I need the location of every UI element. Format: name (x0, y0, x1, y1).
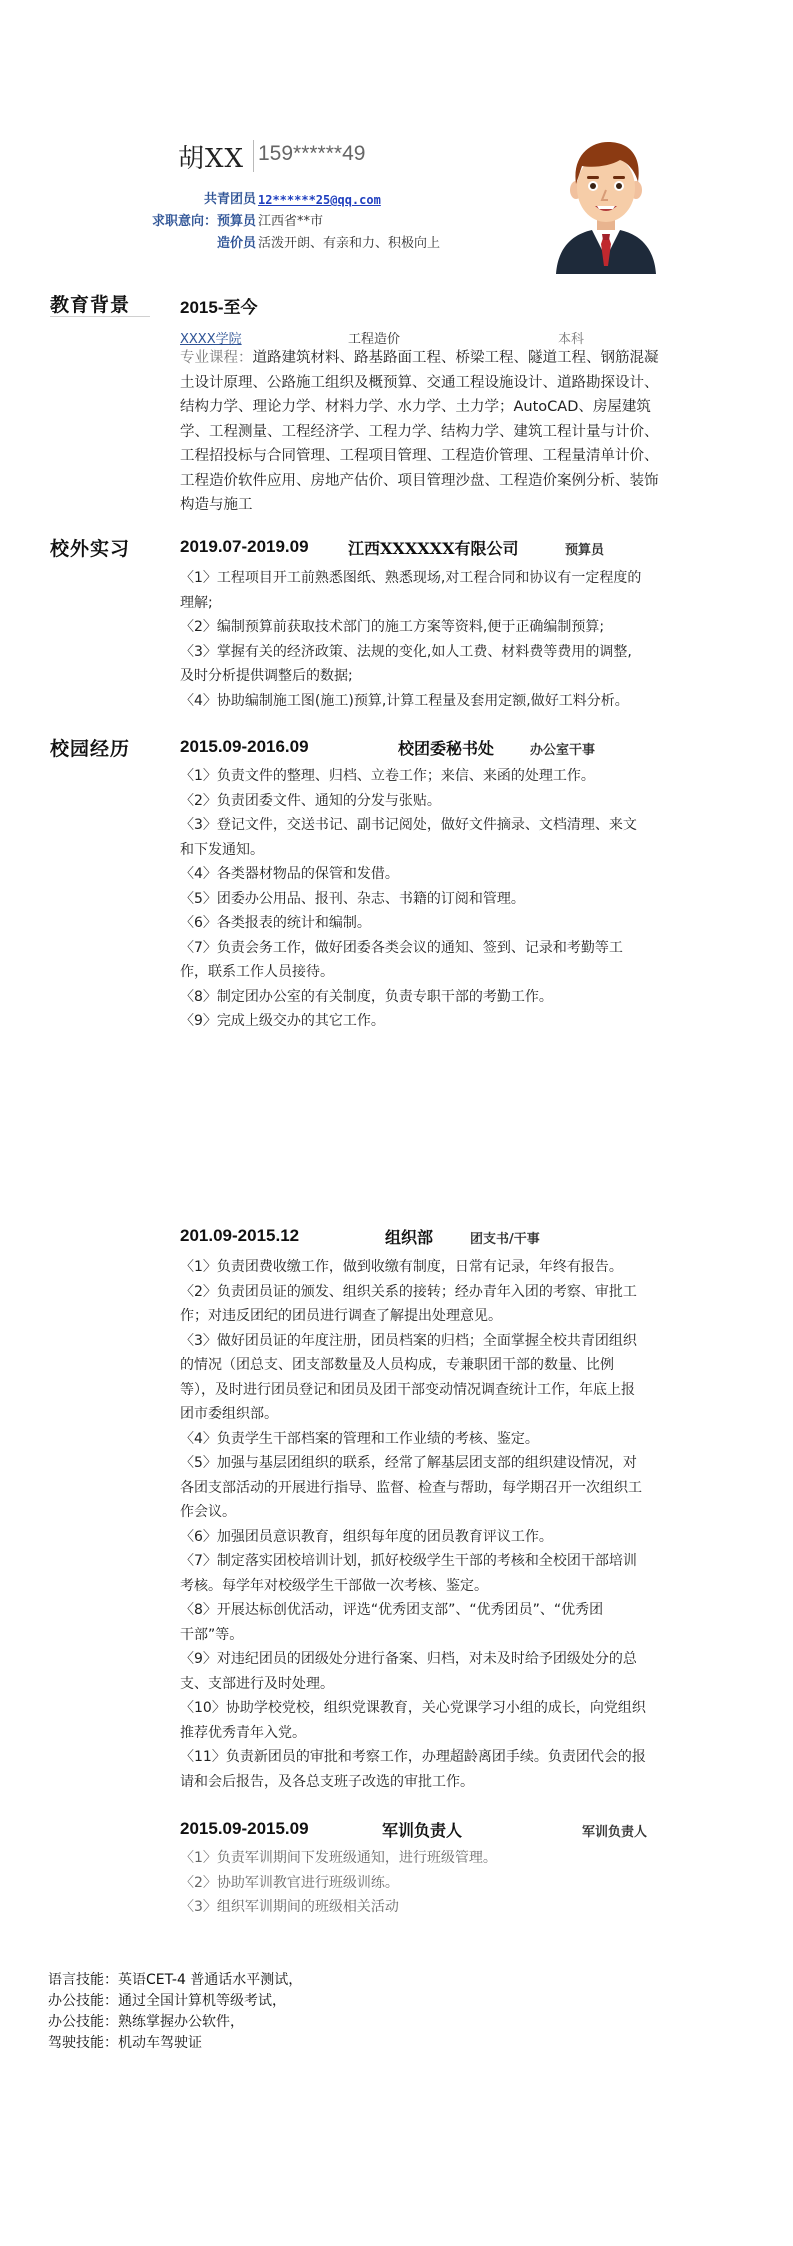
duty-item: 〈1〉负责团费收缴工作，做到收缴有制度，日常有记录，年终有报告。 (180, 1259, 623, 1275)
military-role: 军训负责人 (582, 1825, 648, 1840)
job-intent-label-2: 造价员 (216, 236, 256, 251)
duty-item: 〈5〉加强与基层团组织的联系，经常了解基层团支部的组织建设情况，对 (180, 1455, 637, 1471)
duty-item: 作；对违反团纪的团员进行调查了解提出处理意见。 (180, 1308, 502, 1324)
course-line: 工程招投标与合同管理、工程项目管理、工程造价管理、工程量清单计价、 (180, 448, 659, 464)
degree: 本科 (558, 332, 585, 347)
avatar-illustration (550, 138, 662, 274)
internship-company: 江西XXXXXX有限公司 (348, 539, 519, 558)
major: 工程造价 (348, 332, 401, 347)
duty-item: 〈3〉掌握有关的经济政策、法规的变化,如人工费、材料费等费用的调整, (180, 643, 632, 660)
internship-section-title: 校外实习 (50, 538, 131, 560)
duty-item: 考核。每学年对校级学生干部做一次考核、鉴定。 (180, 1577, 488, 1594)
course-label: 专业课程： (180, 350, 253, 366)
campus-date: 2015.09-2016.09 (180, 737, 309, 756)
course-line: 工程造价软件应用、房地产估价、项目管理沙盘、工程造价案例分析、装饰 (180, 472, 659, 489)
campus2-duties (180, 1255, 725, 1794)
name-divider (253, 140, 254, 172)
duty-item: 〈8〉开展达标创优活动，评选“优秀团支部”、“优秀团员”、“优秀团 (180, 1602, 604, 1618)
duty-item: 理解; (180, 594, 213, 611)
skill-line: 驾驶技能：机动车驾驶证 (48, 2035, 202, 2051)
skills-list (48, 1970, 302, 2054)
duty-item: 〈9〉对违纪团员的团级处分进行备案、归档，对未及时给予团级处分的总 (180, 1651, 637, 1667)
campus-role: 办公室干事 (530, 743, 596, 758)
internship-date: 2019.07-2019.09 (180, 537, 309, 556)
duty-item: 〈1〉负责文件的整理、归档、立卷工作；来信、来函的处理工作。 (180, 768, 595, 784)
duty-item: 支、支部进行及时处理。 (180, 1675, 334, 1692)
education-section-title: 教育背景 (50, 294, 131, 316)
duty-item: 〈8〉制定团办公室的有关制度，负责专职干部的考勤工作。 (180, 988, 553, 1005)
duty-item: 及时分析提供调整后的数据; (180, 668, 353, 684)
course-line: 土设计原理、公路施工组织及概预算、交通工程设施设计、道路勘探设计、 (180, 374, 659, 391)
duty-item: 干部”等。 (180, 1626, 244, 1643)
school-name[interactable]: XXXX学院 (180, 332, 242, 347)
email-link[interactable] (258, 189, 381, 208)
internship-role: 预算员 (565, 543, 605, 558)
course-line: 构造与施工 (180, 497, 253, 513)
military-duties (180, 1846, 725, 1920)
skill-line: 办公技能：熟练掌握办公软件， (48, 2014, 244, 2030)
course-line (180, 346, 720, 371)
military-org: 军训负责人 (382, 1821, 463, 1840)
duty-item: 〈7〉制定落实团校培训计划，抓好校级学生干部的考核和全校团干部培训 (180, 1553, 637, 1569)
duty-item: 作，联系工作人员接待。 (180, 964, 334, 980)
campus2-org: 组织部 (385, 1228, 434, 1247)
duty-item: 的情况（团总支、团支部数量及人员构成，专兼职团干部的数量、比例 (180, 1357, 614, 1373)
education-title-rule (50, 316, 150, 317)
duty-item: 〈2〉编制预算前获取技术部门的施工方案等资料,便于正确编制预算; (180, 619, 605, 635)
duty-item: 〈9〉完成上级交办的其它工作。 (180, 1013, 385, 1029)
phone-number: 159******49 (258, 142, 366, 165)
course-line: 学、工程测量、工程经济学、工程力学、结构力学、建筑工程计量与计价、 (180, 423, 659, 440)
duty-item: 请和会后报告，及各总支班子改选的审批工作。 (180, 1773, 474, 1790)
duty-item: 和下发通知。 (180, 841, 264, 858)
campus-org: 校团委秘书处 (398, 739, 495, 758)
duty-item: 〈3〉登记文件，交送书记、副书记阅处，做好文件摘录、文档清理、来文 (180, 817, 637, 833)
political-status-label: 共青团员 (203, 192, 256, 207)
duty-item: 团市委组织部。 (180, 1406, 278, 1422)
duty-item: 作会议。 (180, 1504, 236, 1520)
duty-item: 〈7〉负责会务工作，做好团委各类会议的通知、签到、记录和考勤等工 (180, 939, 623, 956)
duty-item: 等），及时进行团员登记和团员及团干部变动情况调查统计工作，年底上报 (180, 1381, 635, 1398)
duty-item: 各团支部活动的开展进行指导、监督、检查与帮助，每学期召开一次组织工 (180, 1479, 642, 1496)
job-intent-label: 求职意向：预算员 (151, 214, 256, 229)
education-date: 2015-至今 (180, 298, 258, 317)
location-value: 江西省**市 (258, 214, 324, 229)
candidate-name: 胡XX (178, 144, 245, 174)
internship-duties (180, 566, 725, 713)
duty-item: 〈2〉负责团委文件、通知的分发与张贴。 (180, 792, 441, 809)
duty-item: 〈1〉工程项目开工前熟悉图纸、熟悉现场,对工程合同和协议有一定程度的 (180, 570, 642, 586)
duty-item: 〈6〉各类报表的统计和编制。 (180, 915, 371, 931)
duty-item: 〈5〉团委办公用品、报刊、杂志、书籍的订阅和管理。 (180, 890, 525, 907)
campus-section-title: 校园经历 (50, 738, 131, 760)
duty-item: 〈3〉做好团员证的年度注册，团员档案的归档；全面掌握全校共青团组织 (180, 1332, 637, 1349)
duty-item: 〈2〉负责团员证的颁发、组织关系的接转；经办青年入团的考察、审批工 (180, 1283, 637, 1300)
skill-line: 办公技能：通过全国计算机等级考试， (48, 1993, 286, 2009)
skill-line: 语言技能：英语CET-4 普通话水平测试， (48, 1972, 303, 1988)
campus2-date: 201.09-2015.12 (180, 1226, 300, 1245)
duty-item: 〈10〉协助学校党校，组织党课教育，关心党课学习小组的成长，向党组织 (180, 1700, 646, 1716)
duty-item: 〈4〉负责学生干部档案的管理和工作业绩的考核、鉴定。 (180, 1430, 539, 1447)
duty-item: 〈1〉负责军训期间下发班级通知，进行班级管理。 (180, 1850, 497, 1866)
email-text[interactable]: 12******25@qq.com (258, 193, 381, 207)
personality-value: 活泼开朗、有亲和力、积极向上 (258, 236, 441, 251)
avatar (550, 138, 662, 274)
duty-item: 〈11〉负责新团员的审批和考察工作，办理超龄离团手续。负责团代会的报 (180, 1749, 646, 1765)
duty-item: 〈3〉组织军训期间的班级相关活动 (180, 1899, 399, 1915)
duty-item: 〈2〉协助军训教官进行班级训练。 (180, 1874, 399, 1891)
duty-item: 推荐优秀青年入党。 (180, 1724, 306, 1741)
campus2-role: 团支书/干事 (470, 1232, 540, 1247)
course-text: 道路建筑材料、路基路面工程、桥梁工程、隧道工程、钢筋混凝 (252, 350, 659, 366)
campus-duties (180, 764, 725, 1034)
course-list (180, 346, 720, 518)
duty-item: 〈4〉各类器材物品的保管和发借。 (180, 866, 399, 882)
course-line: 结构力学、理论力学、材料力学、水力学、土力学；AutoCAD、房屋建筑 (180, 399, 651, 415)
duty-item: 〈4〉协助编制施工图(施工)预算,计算工程量及套用定额,做好工料分析。 (180, 692, 629, 709)
duty-item: 〈6〉加强团员意识教育，组织每年度的团员教育评议工作。 (180, 1528, 553, 1545)
military-date: 2015.09-2015.09 (180, 1819, 309, 1838)
